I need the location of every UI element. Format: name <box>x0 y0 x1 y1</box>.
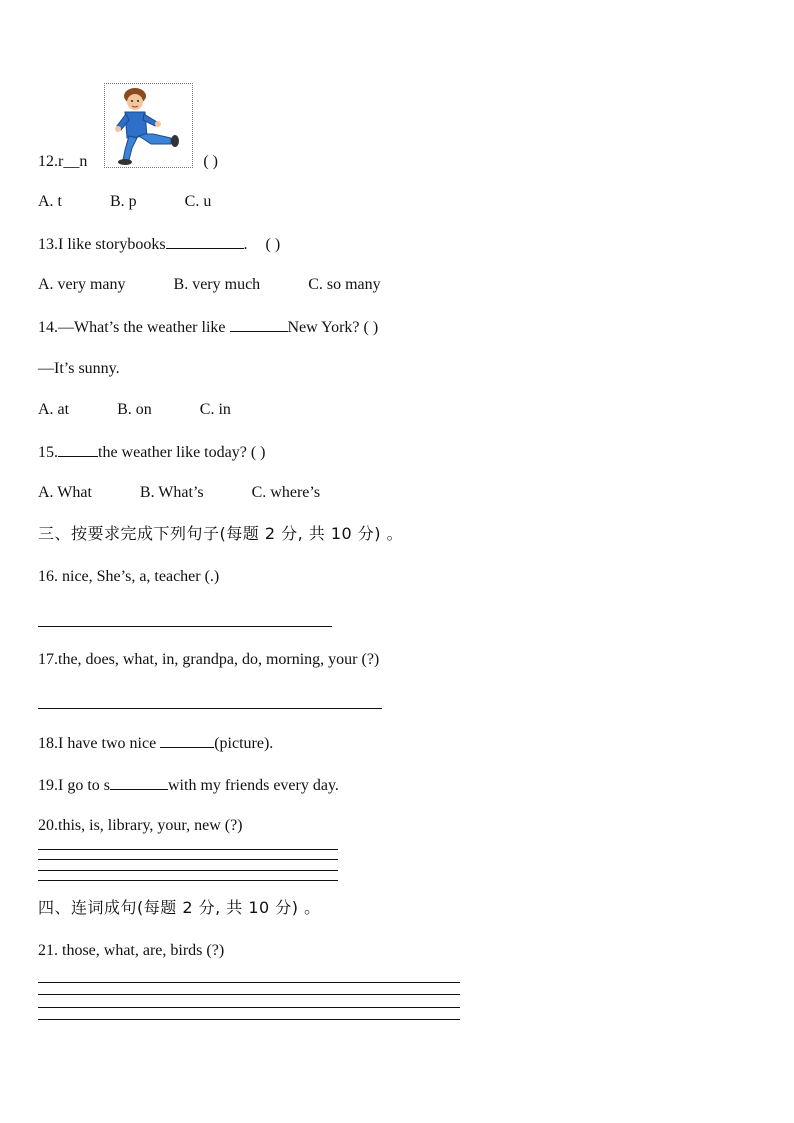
writing-line-4[interactable] <box>38 880 338 881</box>
question-21: 21. those, what, are, birds (?) <box>38 942 225 959</box>
option-b: B. very much <box>173 276 261 293</box>
answer-paren: ( ) <box>265 236 281 253</box>
option-b: B. on <box>117 401 152 418</box>
question-19-stem: 19.I go to s <box>38 777 110 794</box>
answer-blank[interactable] <box>58 442 98 457</box>
option-c: C. so many <box>308 276 381 293</box>
writing-line-1[interactable] <box>38 982 460 983</box>
option-a: A. at <box>38 401 70 418</box>
writing-line-3[interactable] <box>38 870 338 871</box>
question-18 <box>38 733 273 754</box>
section-4-title: 四、连词成句(每题 2 分, 共 10 分) 。 <box>38 898 321 917</box>
question-15-stem: 15. <box>38 444 58 461</box>
answer-blank[interactable] <box>166 234 244 249</box>
question-15-options <box>38 483 320 503</box>
option-c: C. u <box>184 193 212 210</box>
answer-paren: ( ) <box>203 153 218 170</box>
question-14-answer: —It’s sunny. <box>38 360 120 377</box>
question-13-stem: 13.I like storybooks <box>38 236 166 253</box>
question-18-stem: 18.I have two nice <box>38 735 157 752</box>
option-c: C. where’s <box>251 484 321 501</box>
question-15 <box>38 442 265 463</box>
answer-line[interactable] <box>38 626 332 627</box>
question-12 <box>38 152 218 172</box>
option-b: B. p <box>110 193 137 210</box>
writing-line-2[interactable] <box>38 994 460 995</box>
question-16: 16. nice, She’s, a, teacher (.) <box>38 568 220 585</box>
option-b: B. What’s <box>139 484 204 501</box>
question-18-hint: (picture). <box>214 735 274 752</box>
question-15-after: the weather like today? ( ) <box>98 444 266 461</box>
question-14-after: New York? ( ) <box>287 319 379 336</box>
option-a: A. very many <box>38 276 126 293</box>
answer-blank[interactable] <box>230 317 288 332</box>
option-a: A. t <box>38 193 62 210</box>
question-13-period: . <box>243 236 248 253</box>
question-19 <box>38 775 339 796</box>
question-13-options <box>38 275 381 295</box>
answer-line[interactable] <box>38 708 382 709</box>
writing-line-3[interactable] <box>38 1007 460 1008</box>
writing-line-4[interactable] <box>38 1019 460 1020</box>
question-19-after: with my friends every day. <box>168 777 339 794</box>
option-a: A. What <box>38 484 92 501</box>
question-20: 20.this, is, library, your, new (?) <box>38 817 243 834</box>
question-13 <box>38 234 280 255</box>
writing-line-1[interactable] <box>38 849 338 850</box>
question-14-stem: 14.—What’s the weather like <box>38 319 226 336</box>
question-12-options <box>38 192 211 212</box>
section-3-title: 三、按要求完成下列句子(每题 2 分, 共 10 分) 。 <box>38 524 404 543</box>
question-14 <box>38 317 378 338</box>
question-12-stem: 12.r__n <box>38 153 88 170</box>
question-14-options <box>38 400 231 420</box>
answer-blank[interactable] <box>110 775 168 790</box>
question-17: 17.the, does, what, in, grandpa, do, morning, your (?) <box>38 651 380 668</box>
option-c: C. in <box>199 401 231 418</box>
answer-blank[interactable] <box>160 733 214 748</box>
writing-line-2[interactable] <box>38 859 338 860</box>
